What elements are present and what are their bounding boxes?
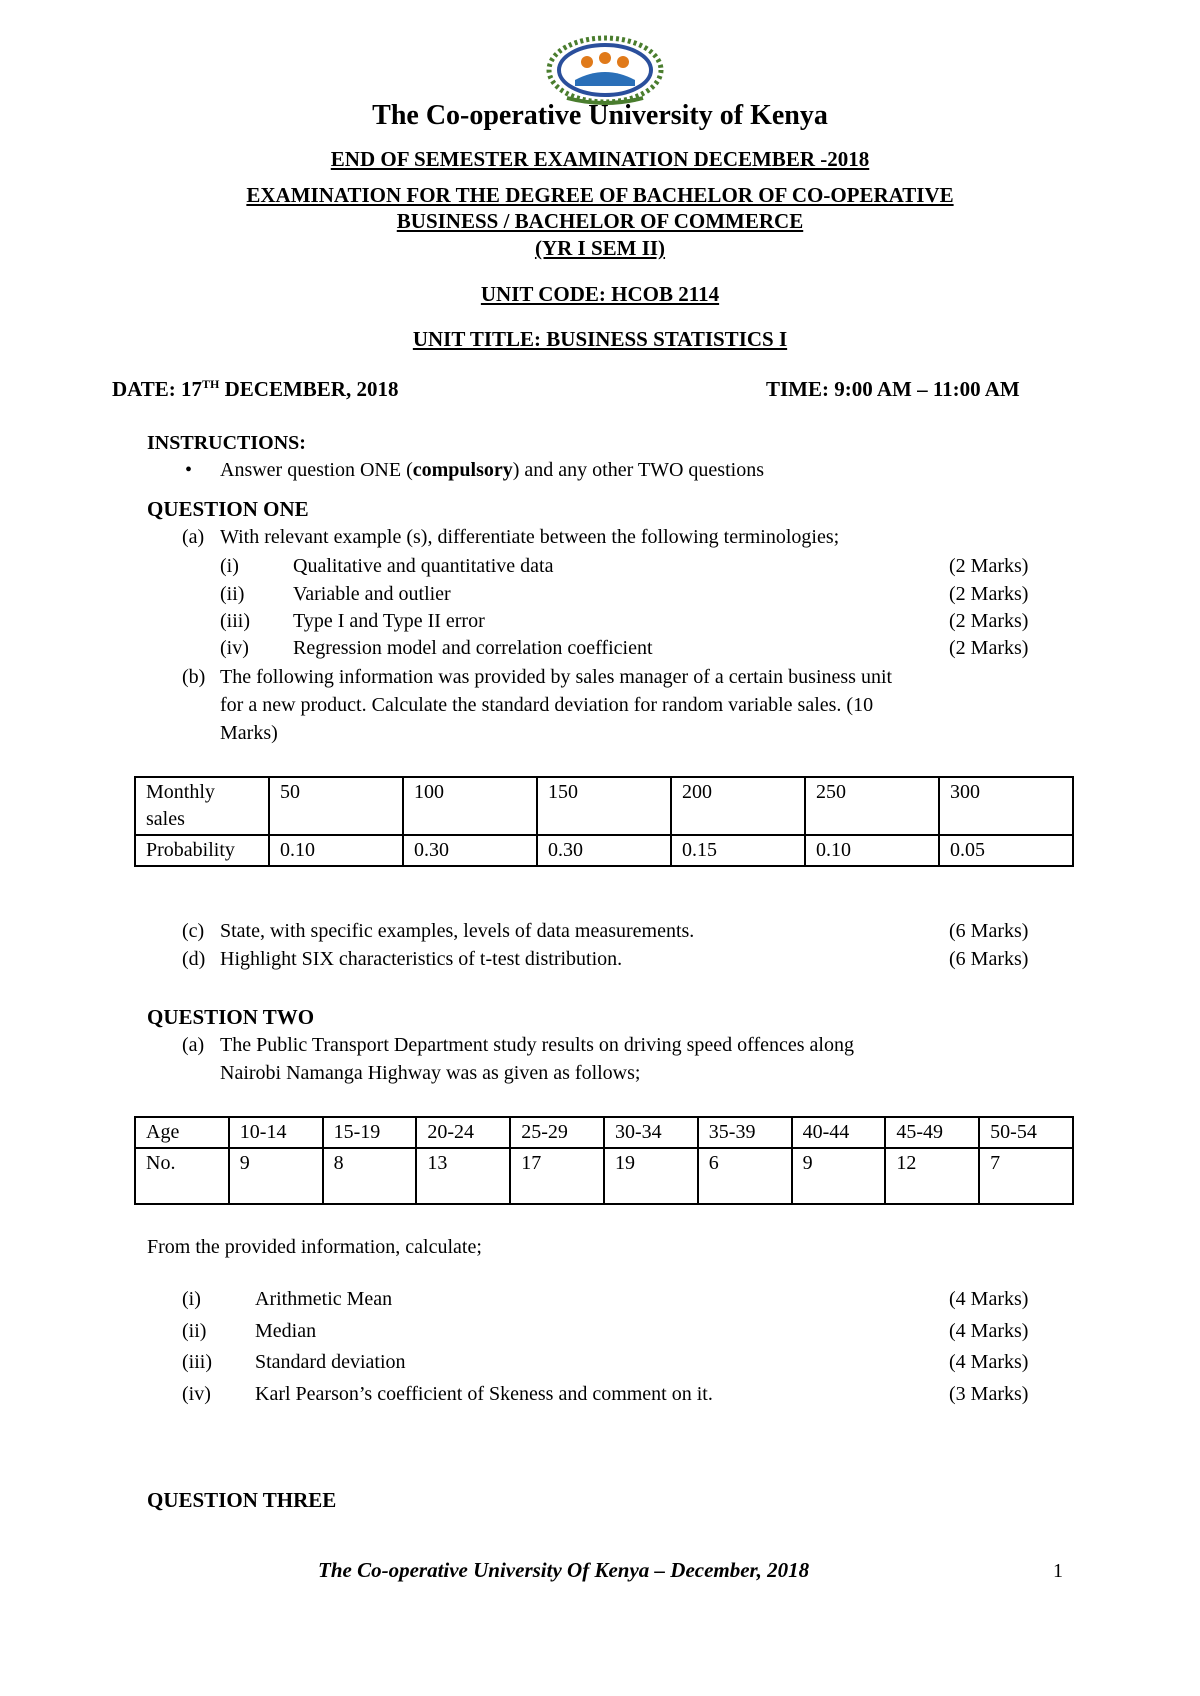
table-cell: 10-14 — [229, 1117, 323, 1148]
university-title: The Co-operative University of Kenya — [372, 100, 828, 131]
table-cell: 9 — [792, 1148, 886, 1204]
unit-code: UNIT CODE: HCOB 2114 — [480, 282, 720, 306]
table-cell: 0.15 — [671, 835, 805, 866]
q1-c-text: State, with specific examples, levels of data measurements. — [220, 920, 695, 942]
table-cell: 35-39 — [698, 1117, 792, 1148]
q1-b-line-1: The following information was provided by sales manager of a certain business unit — [220, 666, 893, 688]
q1-item-marks: (2 Marks) — [949, 555, 1029, 577]
table-cell: 0.30 — [537, 835, 671, 866]
q1-c-marks: (6 Marks) — [949, 920, 1029, 942]
question-three-title: QUESTION THREE — [147, 1488, 337, 1512]
table-cell: 8 — [323, 1148, 417, 1204]
q2-item-text: Karl Pearson’s coefficient of Skeness and comment on it. — [255, 1383, 713, 1405]
table-cell: 40-44 — [792, 1117, 886, 1148]
q2-calc-intro: From the provided information, calculate; — [147, 1236, 482, 1258]
q2-item-marks: (3 Marks) — [949, 1383, 1029, 1405]
university-logo — [545, 34, 665, 110]
exam-title: END OF SEMESTER EXAMINATION DECEMBER -2018 — [330, 147, 870, 171]
q1-item-marks: (2 Marks) — [949, 610, 1029, 632]
table-cell: 100 — [403, 777, 537, 835]
table-cell: 17 — [510, 1148, 604, 1204]
table-cell: 6 — [698, 1148, 792, 1204]
table-header-cell: Probability — [135, 835, 269, 866]
q2-item-num: (i) — [182, 1288, 201, 1310]
q2-a-label: (a) — [182, 1034, 205, 1056]
table-cell: 9 — [229, 1148, 323, 1204]
q2-item-marks: (4 Marks) — [949, 1320, 1029, 1342]
table-cell: 150 — [537, 777, 671, 835]
q1-c-label: (c) — [182, 920, 205, 942]
degree-line-2: BUSINESS / BACHELOR OF COMMERCE — [396, 209, 804, 233]
table-cell: 0.30 — [403, 835, 537, 866]
q2-a-line-2: Nairobi Namanga Highway was as given as follows; — [220, 1062, 641, 1084]
q1-item-num: (i) — [220, 555, 239, 577]
question-one-title: QUESTION ONE — [147, 497, 309, 521]
q1-b-line-3: Marks) — [220, 722, 278, 744]
table-row — [135, 1117, 1073, 1148]
q2-item-text: Standard deviation — [255, 1351, 406, 1373]
table-cell: 300 — [939, 777, 1073, 835]
q1-d-marks: (6 Marks) — [949, 948, 1029, 970]
table-cell: 25-29 — [510, 1117, 604, 1148]
table-cell: 250 — [805, 777, 939, 835]
table-row — [135, 1148, 1073, 1204]
table-row — [135, 835, 1073, 866]
instruction-text: Answer question ONE (compulsory) and any other TWO questions — [220, 459, 764, 481]
table-cell: 0.05 — [939, 835, 1073, 866]
exam-date: DATE: 17TH DECEMBER, 2018 — [112, 377, 399, 401]
year-semester: (YR I SEM II) — [534, 236, 666, 260]
age-offences-table — [134, 1116, 1074, 1205]
table-cell: 20-24 — [416, 1117, 510, 1148]
table-cell: 12 — [885, 1148, 979, 1204]
q2-item-num: (ii) — [182, 1320, 207, 1342]
q1-item-text: Regression model and correlation coefficient — [293, 637, 653, 659]
q1-a-text: With relevant example (s), differentiate between the following terminologies; — [220, 526, 840, 548]
table-cell: 30-34 — [604, 1117, 698, 1148]
table-cell: 0.10 — [269, 835, 403, 866]
question-two-title: QUESTION TWO — [147, 1005, 315, 1029]
q1-item-num: (iii) — [220, 610, 250, 632]
table-header-cell: Age — [135, 1117, 229, 1148]
table-cell: 50 — [269, 777, 403, 835]
table-cell: 45-49 — [885, 1117, 979, 1148]
table-cell: 200 — [671, 777, 805, 835]
q1-d-label: (d) — [182, 948, 206, 970]
q1-item-text: Qualitative and quantitative data — [293, 555, 554, 577]
table-cell: 19 — [604, 1148, 698, 1204]
table-cell: 13 — [416, 1148, 510, 1204]
exam-time: TIME: 9:00 AM – 11:00 AM — [766, 377, 1020, 401]
table-cell: 7 — [979, 1148, 1073, 1204]
table-header-cell: Monthly sales — [135, 777, 269, 835]
q2-item-marks: (4 Marks) — [949, 1288, 1029, 1310]
q2-item-text: Median — [255, 1320, 317, 1342]
q1-d-text: Highlight SIX characteristics of t-test distribution. — [220, 948, 623, 970]
unit-title: UNIT TITLE: BUSINESS STATISTICS I — [412, 327, 788, 351]
instructions-title: INSTRUCTIONS: — [147, 432, 306, 454]
table-cell: 50-54 — [979, 1117, 1073, 1148]
table-row — [135, 777, 1073, 835]
q1-item-marks: (2 Marks) — [949, 637, 1029, 659]
footer-text: The Co-operative University Of Kenya – December, 2018 — [318, 1558, 810, 1582]
table-cell: 0.10 — [805, 835, 939, 866]
sales-probability-table — [134, 776, 1074, 867]
table-header-cell: No. — [135, 1148, 229, 1204]
page-number: 1 — [1053, 1560, 1063, 1582]
q2-a-line-1: The Public Transport Department study results on driving speed offences along — [220, 1034, 854, 1056]
q1-b-line-2: for a new product. Calculate the standard deviation for random variable sales. (10 — [220, 694, 874, 716]
q2-item-num: (iii) — [182, 1351, 212, 1373]
q1-item-num: (iv) — [220, 637, 249, 659]
q2-item-text: Arithmetic Mean — [255, 1288, 393, 1310]
q2-item-num: (iv) — [182, 1383, 211, 1405]
q1-item-num: (ii) — [220, 583, 245, 605]
q1-b-label: (b) — [182, 666, 206, 688]
q1-item-marks: (2 Marks) — [949, 583, 1029, 605]
q1-a-label: (a) — [182, 526, 205, 548]
degree-line-1: EXAMINATION FOR THE DEGREE OF BACHELOR OF CO-OPERATIVE — [246, 183, 954, 207]
q1-item-text: Variable and outlier — [293, 583, 451, 605]
instruction-bullet: • — [185, 459, 193, 481]
table-cell: 15-19 — [323, 1117, 417, 1148]
q2-item-marks: (4 Marks) — [949, 1351, 1029, 1373]
q1-item-text: Type I and Type II error — [293, 610, 485, 632]
